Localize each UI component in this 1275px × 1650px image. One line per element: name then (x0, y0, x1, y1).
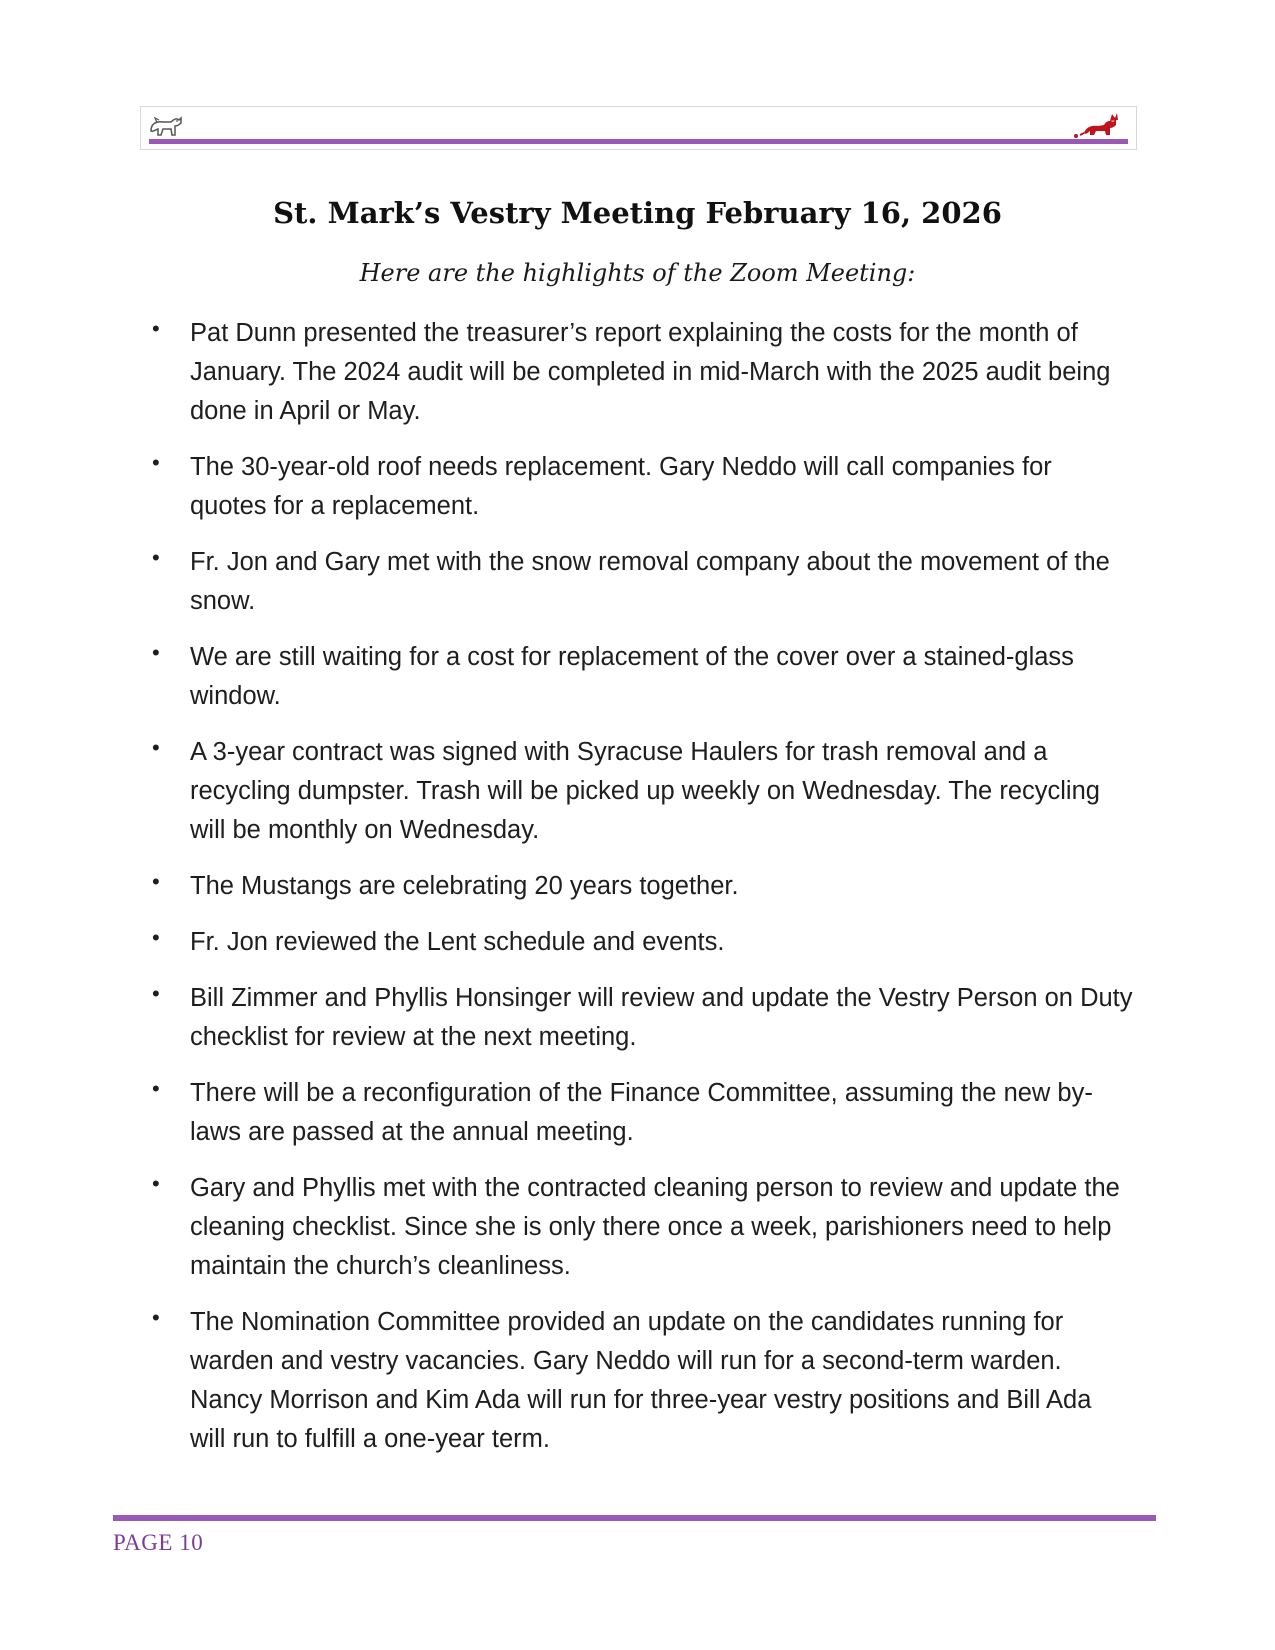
list-item-text: There will be a reconfiguration of the Finance Committee, assuming the new by-laws are passed at the annual meeting. (190, 1079, 1093, 1146)
list-item (148, 1169, 1133, 1286)
bullet-icon: • (152, 316, 160, 341)
bullet-icon: • (152, 1305, 160, 1330)
list-item-text: Fr. Jon and Gary met with the snow removal company about the movement of the snow. (190, 548, 1110, 615)
bullet-icon: • (152, 735, 160, 760)
bullet-icon: • (152, 545, 160, 570)
list-item (148, 448, 1133, 526)
red-lion-logo-icon (1070, 109, 1126, 143)
header-divider (149, 139, 1128, 144)
bullet-icon: • (152, 1076, 160, 1101)
page-subtitle: Here are the highlights of the Zoom Meeting: (359, 259, 916, 287)
list-item (148, 1303, 1133, 1459)
footer-divider (113, 1515, 1156, 1521)
page-header (140, 106, 1137, 150)
bullet-icon: • (152, 1171, 160, 1196)
highlights-list (148, 314, 1133, 1476)
list-item-text: Bill Zimmer and Phyllis Honsinger will review and update the Vestry Person on Duty checklist for review at the next meeting. (190, 984, 1133, 1051)
dog-logo-icon (145, 109, 185, 143)
list-item (148, 543, 1133, 621)
list-item-text: Gary and Phyllis met with the contracted cleaning person to review and update the cleaning checklist. Since she is only there once a week, parishioners need to help maintain the church’s cleanliness. (190, 1174, 1120, 1280)
page-number: PAGE 10 (113, 1530, 204, 1555)
bullet-icon: • (152, 450, 160, 475)
list-item (148, 979, 1133, 1057)
list-item (148, 867, 1133, 906)
bullet-icon: • (152, 925, 160, 950)
page-title: St. Mark’s Vestry Meeting February 16, 2026 (273, 196, 1002, 230)
list-item (148, 638, 1133, 716)
bullet-icon: • (152, 981, 160, 1006)
list-item (148, 733, 1133, 850)
list-item (148, 923, 1133, 962)
list-item-text: The Nomination Committee provided an update on the candidates running for warden and vestry vacancies. Gary Neddo will run for a second-term warden. Nancy Morrison and Kim Ada will run for three-year vestry positions and Bill Ada will run to fulfill a one-year term. (190, 1308, 1092, 1453)
list-item-text: Fr. Jon reviewed the Lent schedule and events. (190, 928, 725, 956)
list-item-text: We are still waiting for a cost for replacement of the cover over a stained-glass window. (190, 643, 1074, 710)
list-item-text: A 3-year contract was signed with Syracuse Haulers for trash removal and a recycling dumpster. Trash will be picked up weekly on Wednesday. The recycling will be monthly on Wednesday. (190, 738, 1100, 844)
list-item-text: The Mustangs are celebrating 20 years together. (190, 872, 739, 900)
list-item-text: The 30-year-old roof needs replacement. Gary Neddo will call companies for quotes for a replacement. (190, 453, 1052, 520)
list-item-text: Pat Dunn presented the treasurer’s report explaining the costs for the month of January. The 2024 audit will be completed in mid-March with the 2025 audit being done in April or May. (190, 319, 1111, 425)
bullet-icon: • (152, 640, 160, 665)
bullet-icon: • (152, 869, 160, 894)
list-item (148, 1074, 1133, 1152)
list-item (148, 314, 1133, 431)
